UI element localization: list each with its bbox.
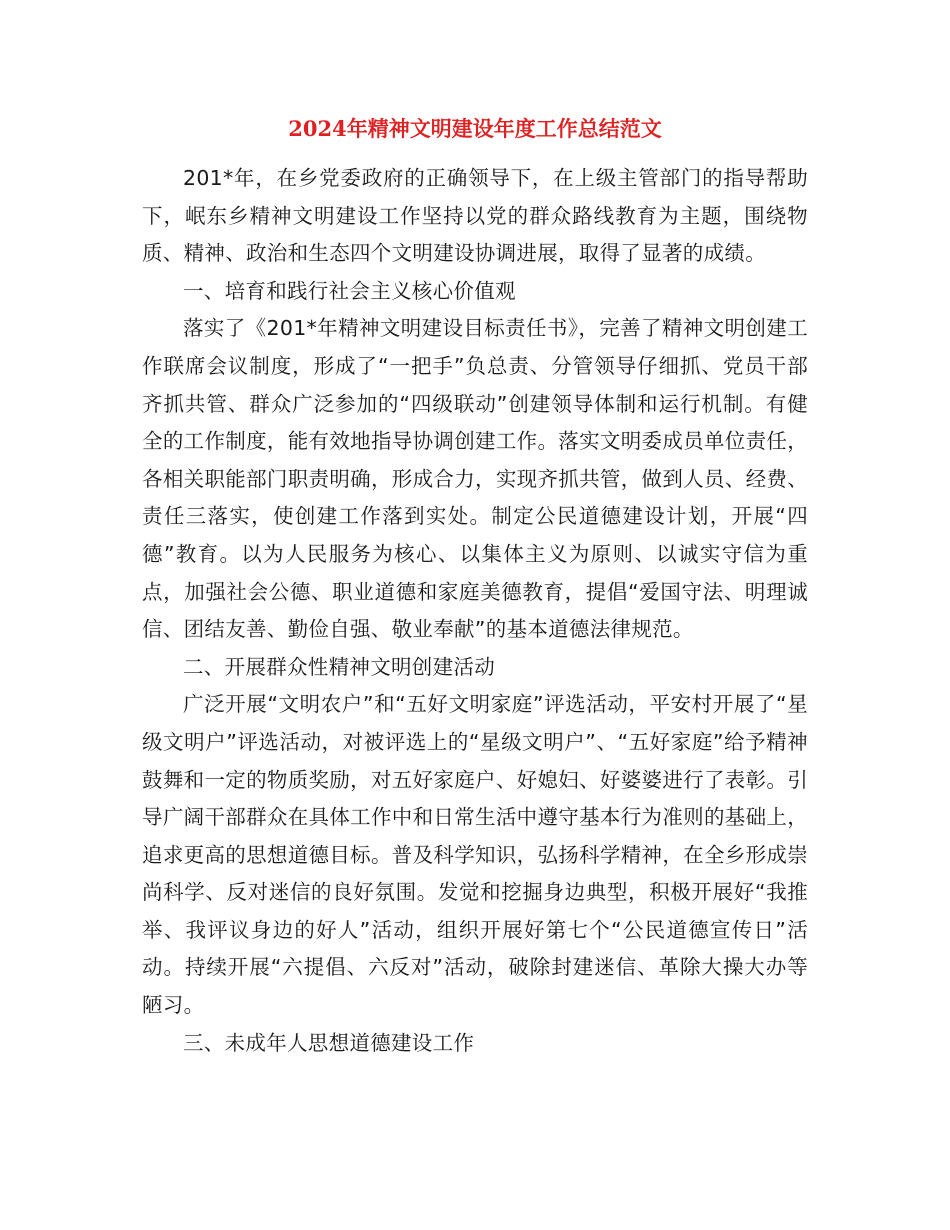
section-paragraph-1: 落实了《201*年精神文明建设目标责任书》，完善了精神文明创建工作联席会议制度，形成了“一把手”负总责、分管领导仔细抓、党员干部齐抓共管、群众广泛参加的“四级联动”创建领导体制和运行机制。有健全的工作制度，能有效地指导协调创建工作。落实文明委成员单位责任，各相关职能部门职责明确，形成合力，实现齐抓共管，做到人员、经费、责任三落实，使创建工作落到实处。制定公民道德建设计划，开展“四德”教育。以为人民服务为核心、以集体主义为原则、以诚实守信为重点，加强社会公德、职业道德和家庭美德教育，提倡“爱国守法、明理诚信、团结友善、勤俭自强、敬业奉献”的基本道德法律规范。 [142,316,808,642]
document-title: 2024年精神文明建设年度工作总结范文 [288,116,662,141]
section-heading-2: 二、开展群众性精神文明创建活动 [183,654,495,679]
document-body [142,160,808,1062]
section-heading-1: 一、培育和践行社会主义核心价值观 [183,278,516,303]
section-paragraph-2: 广泛开展“文明农户”和“五好文明家庭”评选活动，平安村开展了“星级文明户”评选活动，对被评选上的“星级文明户”、“五好家庭”给予精神鼓舞和一定的物质奖励，对五好家庭户、好媳妇、好婆婆进行了表彰。引导广阔干部群众在具体工作中和日常生活中遵守基本行为准则的基础上，追求更高的思想道德目标。普及科学知识，弘扬科学精神，在全乡形成崇尚科学、反对迷信的良好氛围。发觉和挖掘身边典型，积极开展好“我推举、我评议身边的好人”活动，组织开展好第七个“公民道德宣传日”活动。持续开展“六提倡、六反对”活动，破除封建迷信、革除大操大办等陋习。 [142,692,808,1018]
section-heading-3: 三、未成年人思想道德建设工作 [183,1030,475,1055]
intro-paragraph: 201*年，在乡党委政府的正确领导下，在上级主管部门的指导帮助下，岷东乡精神文明建设工作坚持以党的群众路线教育为主题，围绕物质、精神、政治和生态四个文明建设协调进展，取得了显著的成绩。 [142,166,808,266]
